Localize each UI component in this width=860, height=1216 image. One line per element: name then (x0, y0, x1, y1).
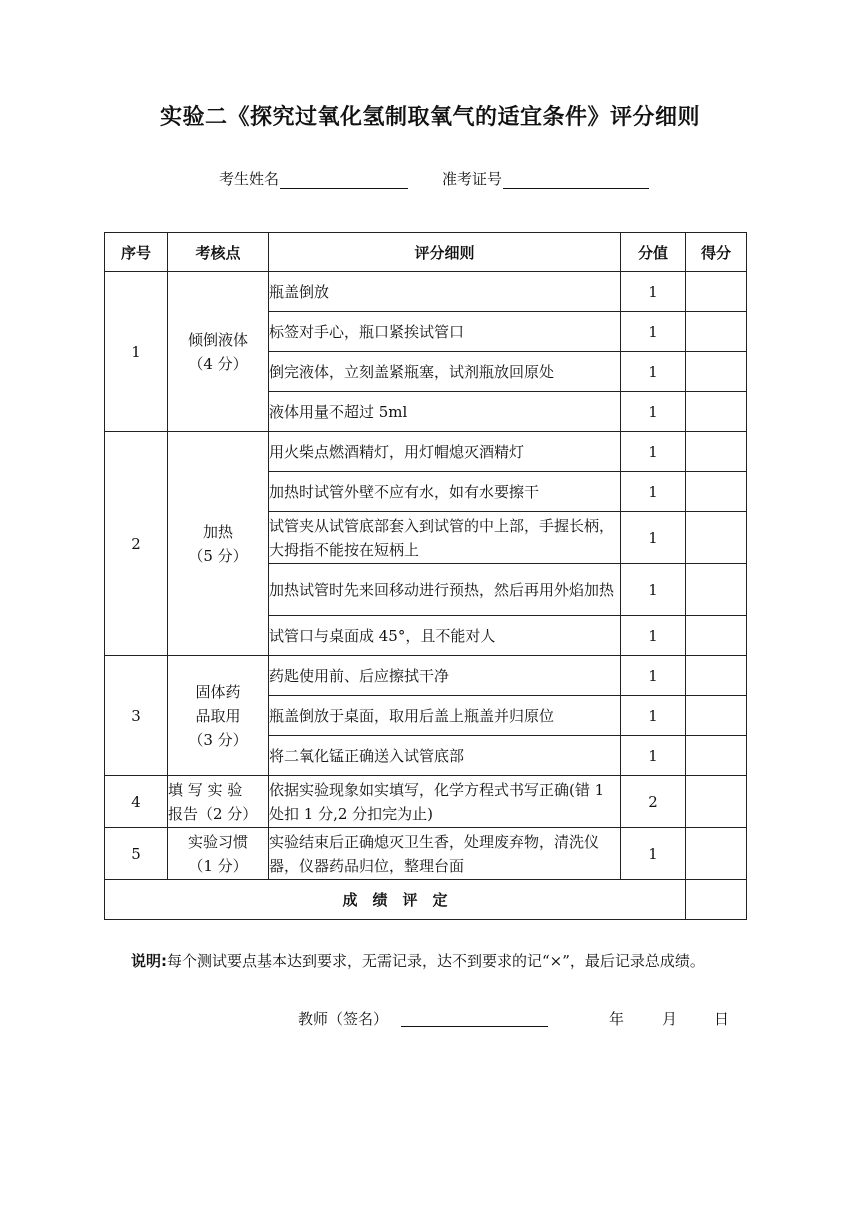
earned-cell[interactable] (686, 776, 747, 828)
section-no: 5 (105, 828, 168, 880)
candidate-id-field (442, 168, 649, 189)
score-cell: 1 (621, 352, 686, 392)
score-cell: 1 (621, 616, 686, 656)
rule-cell: 实验结束后正确熄灭卫生香，处理废弃物，清洗仪器，仪器药品归位，整理台面 (269, 828, 621, 880)
scoring-table (104, 232, 747, 920)
earned-cell[interactable] (686, 616, 747, 656)
rule-cell: 药匙使用前、后应擦拭干净 (269, 656, 621, 696)
section-point: 倾倒液体 （4 分） (168, 272, 269, 432)
section-no: 1 (105, 272, 168, 432)
table-row (105, 272, 747, 312)
note-text: 每个测试要点基本达到要求，无需记录，达不到要求的记“×”，最后记录总成绩。 (167, 952, 705, 970)
score-cell: 1 (621, 564, 686, 616)
rule-cell: 倒完液体，立刻盖紧瓶塞，试剂瓶放回原处 (269, 352, 621, 392)
earned-cell[interactable] (686, 564, 747, 616)
header-score: 分值 (621, 233, 686, 272)
date-year: 年 (609, 1010, 625, 1028)
total-label: 成 绩 评 定 (105, 880, 686, 920)
score-cell: 1 (621, 736, 686, 776)
candidate-name-blank[interactable] (280, 170, 408, 189)
total-row (105, 880, 747, 920)
teacher-sign-label: 教师（签名） (298, 1010, 389, 1028)
rule-cell: 将二氧化锰正确送入试管底部 (269, 736, 621, 776)
note-paragraph (131, 946, 736, 977)
section-point: 填 写 实 验 报告（2 分） (168, 776, 269, 828)
header-earned: 得分 (686, 233, 747, 272)
candidate-name-label: 考生姓名 (219, 170, 280, 188)
score-cell: 1 (621, 472, 686, 512)
rule-cell: 用火柴点燃酒精灯，用灯帽熄灭酒精灯 (269, 432, 621, 472)
candidate-id-blank[interactable] (503, 170, 649, 189)
section-point: 加热 （5 分） (168, 432, 269, 656)
header-point: 考核点 (168, 233, 269, 272)
rule-cell: 加热时试管外壁不应有水，如有水要擦干 (269, 472, 621, 512)
score-cell: 1 (621, 512, 686, 564)
table-row (105, 828, 747, 880)
earned-cell[interactable] (686, 312, 747, 352)
earned-cell[interactable] (686, 392, 747, 432)
teacher-sign-blank[interactable] (401, 1008, 548, 1027)
earned-cell[interactable] (686, 512, 747, 564)
score-cell: 1 (621, 392, 686, 432)
table-header-row (105, 233, 747, 272)
rule-cell: 试管口与桌面成 45°，且不能对人 (269, 616, 621, 656)
rule-cell: 液体用量不超过 5ml (269, 392, 621, 432)
earned-cell[interactable] (686, 696, 747, 736)
note-label: 说明: (131, 952, 167, 970)
date-day: 日 (714, 1010, 730, 1028)
rule-cell: 标签对手心，瓶口紧挨试管口 (269, 312, 621, 352)
date-month: 月 (662, 1010, 678, 1028)
score-cell: 1 (621, 696, 686, 736)
section-no: 3 (105, 656, 168, 776)
table-row (105, 432, 747, 472)
score-cell: 1 (621, 656, 686, 696)
earned-cell[interactable] (686, 472, 747, 512)
earned-cell[interactable] (686, 736, 747, 776)
total-score-cell[interactable] (686, 880, 747, 920)
section-point: 实验习惯 （1 分） (168, 828, 269, 880)
earned-cell[interactable] (686, 272, 747, 312)
header-rule: 评分细则 (269, 233, 621, 272)
section-no: 4 (105, 776, 168, 828)
section-no: 2 (105, 432, 168, 656)
rule-cell: 瓶盖倒放 (269, 272, 621, 312)
candidate-id-label: 准考证号 (442, 170, 503, 188)
score-cell: 1 (621, 272, 686, 312)
candidate-name-field (219, 168, 408, 189)
earned-cell[interactable] (686, 432, 747, 472)
page-title: 实验二《探究过氧化氢制取氧气的适宜条件》评分细则 (159, 105, 700, 130)
score-cell: 1 (621, 432, 686, 472)
rule-cell: 加热试管时先来回移动进行预热，然后再用外焰加热 (269, 564, 621, 616)
rule-cell: 瓶盖倒放于桌面，取用后盖上瓶盖并归原位 (269, 696, 621, 736)
section-point: 固体药 品取用 （3 分） (168, 656, 269, 776)
rule-cell: 试管夹从试管底部套入到试管的中上部，手握长柄，大拇指不能按在短柄上 (269, 512, 621, 564)
earned-cell[interactable] (686, 828, 747, 880)
earned-cell[interactable] (686, 352, 747, 392)
score-cell: 1 (621, 312, 686, 352)
table-row (105, 656, 747, 696)
header-no: 序号 (105, 233, 168, 272)
score-cell: 1 (621, 828, 686, 880)
table-row (105, 776, 747, 828)
rule-cell: 依据实验现象如实填写，化学方程式书写正确(错 1 处扣 1 分,2 分扣完为止) (269, 776, 621, 828)
score-cell: 2 (621, 776, 686, 828)
earned-cell[interactable] (686, 656, 747, 696)
